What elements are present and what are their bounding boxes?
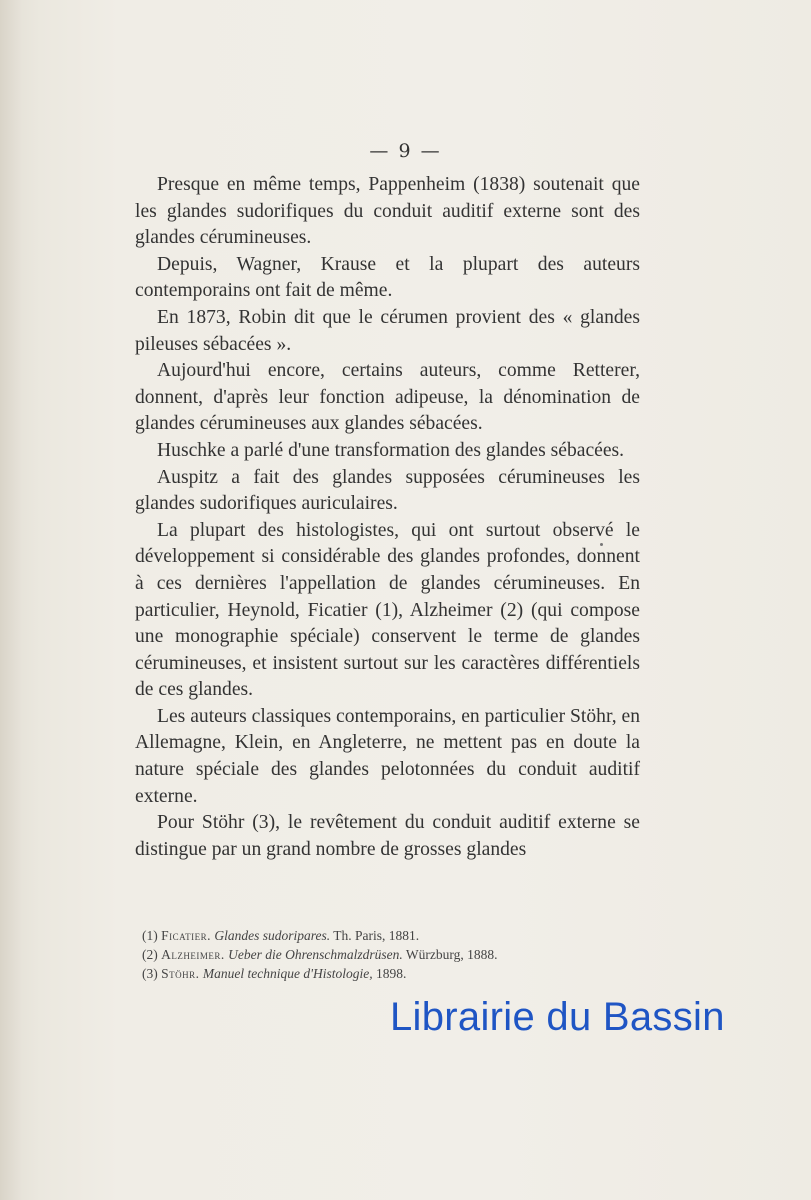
paragraph: Huschke a parlé d'une transformation des glandes sébacées. [157,439,625,461]
footnote-number: (1) [142,928,158,943]
watermark: Librairie du Bassin [390,995,725,1039]
footnote-author: Alzheimer. [161,947,225,962]
footnote-author: Ficatier. [161,928,212,943]
footnote-title: Manuel technique d'Histologie, [202,966,373,981]
paragraph: Pour Stöhr (3), le revêtement du conduit auditif externe se distingue par un grand nombre de grosses glandes [135,812,640,860]
paragraph: Aujourd'hui encore, certains auteurs, comme Retterer, donnent, d'après leur fonction adipeuse, la dénomination de glandes cérumineuses aux glandes sébacées. [135,360,640,435]
footnote-rest: 1898. [376,966,407,981]
footnote-title: Glandes sudoripares. [214,928,331,943]
paragraph: En 1873, Robin dit que le cérumen provient des « glandes pileuses sébacées ». [135,306,640,355]
footnote [142,964,612,983]
page-number: — 9 — [369,140,442,162]
ink-speck [600,543,603,546]
body-text [135,172,640,863]
footnote-author: Stöhr. [161,966,200,981]
paragraph: Depuis, Wagner, Krause et la plupart des auteurs contemporains ont fait de même. [135,253,640,302]
footnote-number: (3) [142,966,158,981]
paragraph: La plupart des histologistes, qui ont surtout observé le développement si considérable des glandes profondes, donnent à ces dernières l'appellation de glandes cérumineuses. En particulier, Heynold, Ficatier (1), Alzheimer (2) (qui compose une monographie spéciale) conservent le terme de glandes cérumineuses, et insistent surtout sur les caractères différentiels de ces glandes. [135,519,640,701]
footnotes [142,926,612,983]
footnote-title: Ueber die Ohrenschmalzdrüsen. [228,947,403,962]
footnote-rest: Würzburg, 1888. [405,947,498,962]
footnote [142,945,612,964]
facing-page-edge [0,0,22,1200]
paragraph: Presque en même temps, Pappenheim (1838) soutenait que les glandes sudorifiques du conduit auditif externe sont des glandes cérumineuses. [135,174,640,249]
footnote-rest: Th. Paris, 1881. [333,928,420,943]
paragraph: Les auteurs classiques contemporains, en particulier Stöhr, en Allemagne, Klein, en Angleterre, ne mettent pas en doute la nature spéciale des glandes pelotonnées du conduit auditif externe. [135,705,640,807]
paragraph: Auspitz a fait des glandes supposées cérumineuses les glandes sudorifiques auriculaires. [135,466,640,515]
footnote-number: (2) [142,947,158,962]
footnote [142,926,612,945]
